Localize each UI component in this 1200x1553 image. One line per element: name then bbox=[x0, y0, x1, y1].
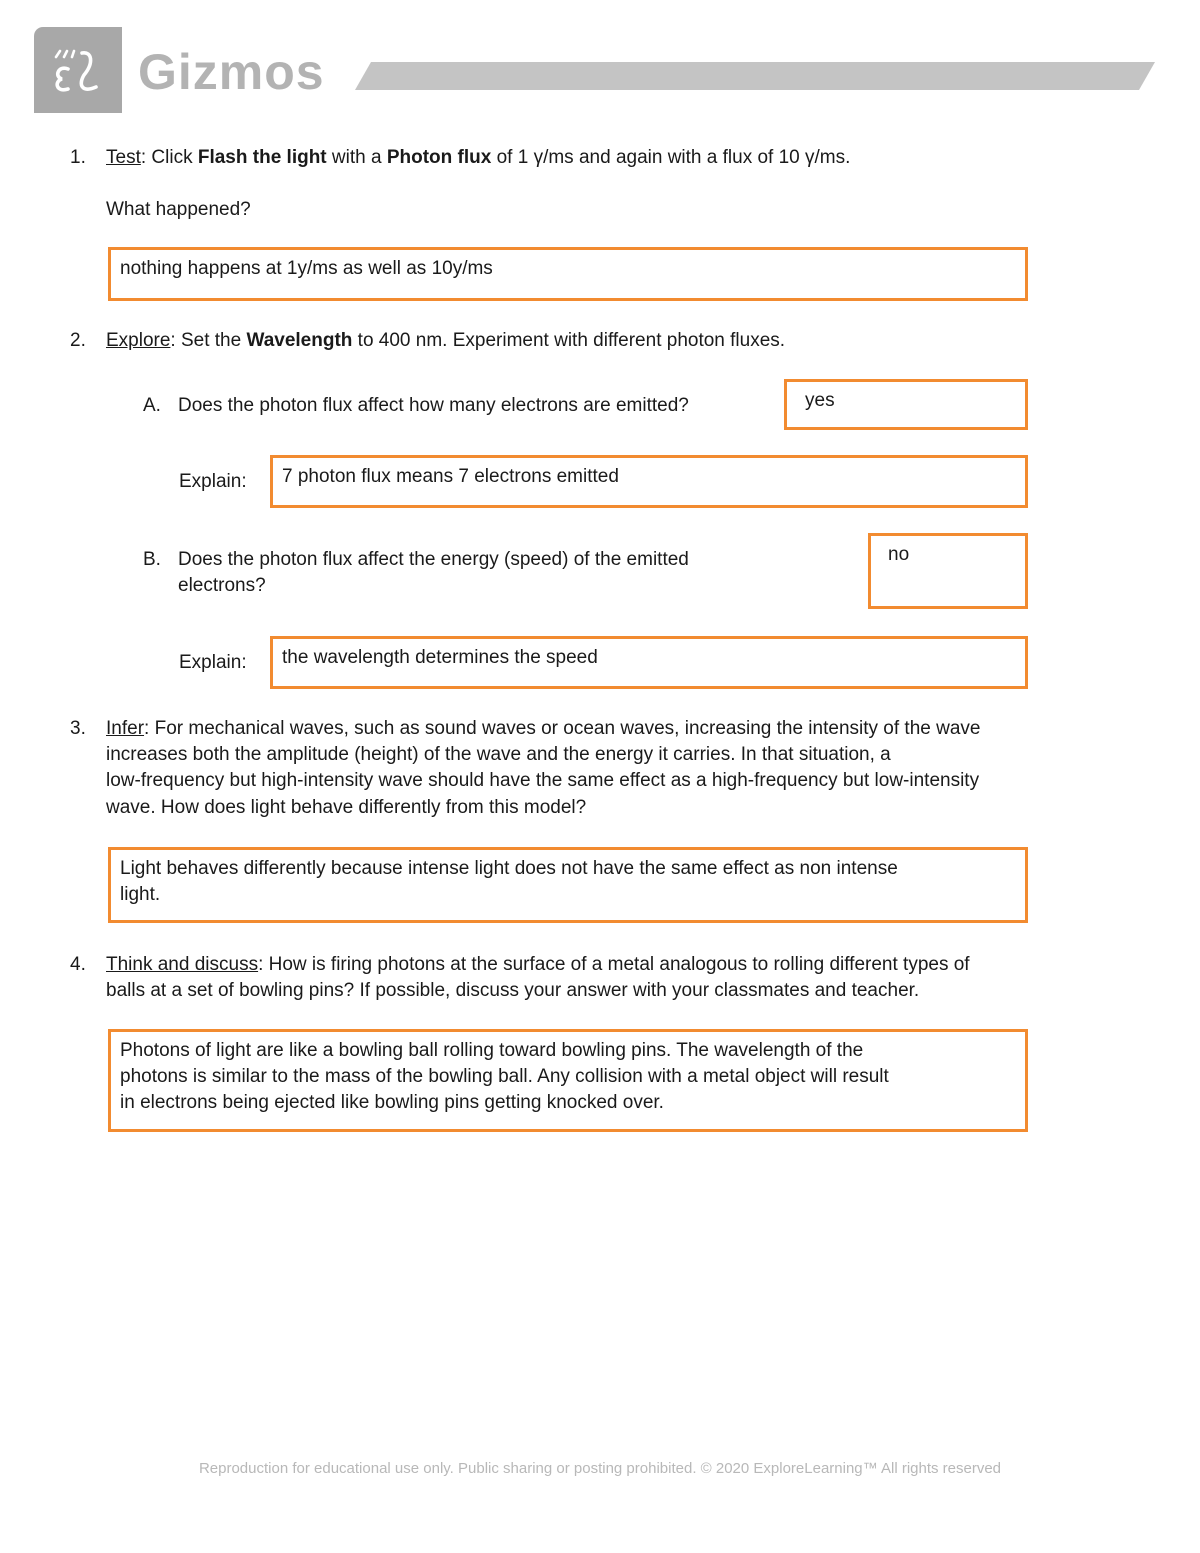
q3-line1 bbox=[106, 716, 980, 742]
explorelearning-logo bbox=[34, 27, 122, 113]
q4-line2: balls at a set of bowling pins? If possible, discuss your answer with your classmates and teacher. bbox=[106, 980, 920, 1001]
q1-bold-1: Flash the light bbox=[197, 147, 327, 168]
q3-answer-line2: light. bbox=[120, 884, 161, 905]
q4-answer-box[interactable] bbox=[108, 1029, 1028, 1132]
q3-answer-line1: Light behaves differently because intense light does not have the same effect as non intense bbox=[120, 858, 898, 879]
q1-prompt: What happened? bbox=[106, 199, 251, 220]
q1-number: 1. bbox=[70, 147, 86, 168]
q3-line1-text: : For mechanical waves, such as sound waves or ocean waves, increasing the intensity of the wave bbox=[144, 718, 981, 739]
q2b-explain-label: Explain: bbox=[179, 652, 247, 673]
brand-title: Gizmos bbox=[138, 44, 325, 100]
q2b-explain-box[interactable]: the wavelength determines the speed bbox=[270, 636, 1028, 689]
explorelearning-logo-icon bbox=[48, 47, 110, 95]
q3-line2: increases both the amplitude (height) of the wave and the energy it carries. In that situation, a bbox=[106, 744, 891, 765]
q2a-answer-box[interactable]: yes bbox=[784, 379, 1028, 430]
q1-text bbox=[106, 145, 850, 171]
q4-answer-line2: photons is similar to the mass of the bowling ball. Any collision with a metal object will result bbox=[120, 1066, 889, 1087]
q4-label: Think and discuss bbox=[106, 954, 259, 975]
q3-line4: wave. How does light behave differently from this model? bbox=[106, 797, 587, 818]
footer-copyright: Reproduction for educational use only. Public sharing or posting prohibited. © 2020 ExploreLearning™ All rights reserved bbox=[198, 1460, 1002, 1477]
q2a-letter: A. bbox=[143, 395, 161, 416]
q2b-question-line2: electrons? bbox=[178, 575, 266, 596]
q2-bold-1: Wavelength bbox=[246, 330, 353, 351]
q2a-question: Does the photon flux affect how many electrons are emitted? bbox=[178, 395, 689, 416]
q1-text-3: of 1 γ/ms and again with a flux of 10 γ/ms. bbox=[491, 147, 851, 168]
q2-text bbox=[106, 328, 785, 354]
q2a-explain-box[interactable]: 7 photon flux means 7 electrons emitted bbox=[270, 455, 1028, 508]
q1-bold-2: Photon flux bbox=[386, 147, 492, 168]
q2-number: 2. bbox=[70, 330, 86, 351]
q1-label: Test bbox=[106, 147, 141, 168]
q4-answer-line1: Photons of light are like a bowling ball rolling toward bowling pins. The wavelength of the bbox=[120, 1040, 864, 1061]
q1-text-2: with a bbox=[326, 147, 387, 168]
q2b-letter: B. bbox=[143, 549, 161, 570]
header-bar bbox=[355, 62, 1155, 90]
q3-line3: low-frequency but high-intensity wave should have the same effect as a high-frequency but low-intensity bbox=[106, 770, 980, 791]
q4-number: 4. bbox=[70, 954, 86, 975]
q1-text-1: : Click bbox=[140, 147, 198, 168]
q2b-answer-box[interactable]: no bbox=[868, 533, 1028, 609]
q4-line1 bbox=[106, 952, 970, 978]
q2b-question-line1: Does the photon flux affect the energy (speed) of the emitted bbox=[178, 549, 689, 570]
q4-line1-text: : How is firing photons at the surface of a metal analogous to rolling different types of bbox=[258, 954, 970, 975]
q2-label: Explore bbox=[106, 330, 171, 351]
q2-text-1: : Set the bbox=[170, 330, 247, 351]
q3-number: 3. bbox=[70, 718, 86, 739]
q2a-explain-label: Explain: bbox=[179, 471, 247, 492]
q2-text-2: to 400 nm. Experiment with different photon fluxes. bbox=[352, 330, 786, 351]
q1-answer-box[interactable]: nothing happens at 1y/ms as well as 10y/ms bbox=[108, 247, 1028, 301]
q3-label: Infer bbox=[106, 718, 145, 739]
q4-answer-line3: in electrons being ejected like bowling pins getting knocked over. bbox=[120, 1092, 664, 1113]
q3-answer-box[interactable] bbox=[108, 847, 1028, 923]
